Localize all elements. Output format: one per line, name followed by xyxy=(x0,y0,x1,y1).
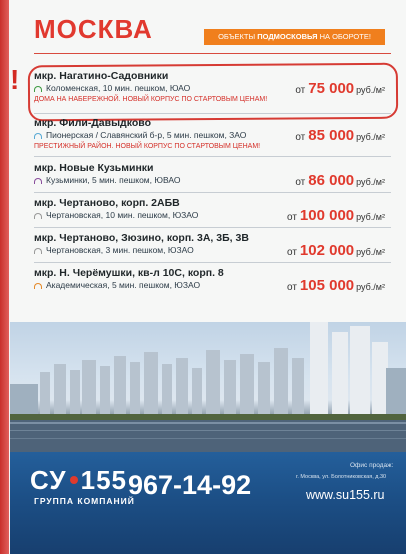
header-rule xyxy=(34,53,391,54)
listing-metro: Чертановская, 3 мин. пешком, ЮЗАО xyxy=(34,245,391,256)
listing-price: от 86 000 руб./м² xyxy=(295,172,385,189)
metro-icon xyxy=(34,247,42,254)
listing-item xyxy=(34,117,391,153)
listing-price: от 105 000 руб./м² xyxy=(286,277,385,294)
listing-metro: Академическая, 5 мин. пешком, ЮЗАО xyxy=(34,280,391,291)
listing-item xyxy=(34,267,391,294)
listing-item xyxy=(34,232,391,259)
listing-title: мкр. Чертаново, корп. 2АБВ xyxy=(34,197,180,209)
footer-band xyxy=(10,452,406,554)
listing-metro: Чертановская, 10 мин. пешком, ЮЗАО xyxy=(34,210,391,221)
listing-note: ПРЕСТИЖНЫЙ РАЙОН. НОВЫЙ КОРПУС ПО СТАРТОВЫМ ЦЕНАМ! xyxy=(34,143,261,150)
divider xyxy=(34,156,391,157)
metro-icon xyxy=(34,132,42,139)
listing-price: от 102 000 руб./м² xyxy=(286,242,385,259)
website-link[interactable]: www.su155.ru xyxy=(306,488,385,502)
listing-price: от 85 000 руб./м² xyxy=(295,127,385,144)
metro-icon xyxy=(34,282,42,289)
listing-metro: Коломенская, 10 мин. пешком, ЮАО xyxy=(34,83,391,94)
divider xyxy=(34,227,391,228)
listing-item xyxy=(34,197,391,224)
listing-metro: Кузьминки, 5 мин. пешком, ЮВАО xyxy=(34,175,391,186)
city-heading: МОСКВА xyxy=(34,14,153,44)
listing-title: мкр. Новые Кузьминки xyxy=(34,162,154,174)
office-label: Офис продаж: xyxy=(350,462,394,469)
red-edge-stripe xyxy=(0,0,9,554)
metro-icon xyxy=(34,177,42,184)
divider xyxy=(34,262,391,263)
listing-title: мкр. Нагатино-Садовники xyxy=(34,70,169,82)
listing-note: ДОМА НА НАБЕРЕЖНОЙ. НОВЫЙ КОРПУС ПО СТАРТОВЫМ ЦЕНАМ! xyxy=(34,96,268,103)
listing-item xyxy=(34,70,391,106)
office-address: г. Москва, ул. Болотниковская, д.30 xyxy=(296,474,387,480)
phone-number: 967-14-92 xyxy=(128,470,252,500)
handwritten-exclamation: ! xyxy=(10,64,20,95)
logo-subtitle: ГРУППА КОМПАНИЙ xyxy=(34,496,135,506)
metro-icon xyxy=(34,85,42,92)
metro-icon xyxy=(34,212,42,219)
logo-dot-icon xyxy=(70,476,78,484)
su155-logo: СУ 155 xyxy=(30,465,127,495)
divider xyxy=(34,113,391,114)
listing-title: мкр. Чертаново, Зюзино, корп. 3А, 3Б, 3В xyxy=(34,232,249,244)
listing-price: от 100 000 руб./м² xyxy=(286,207,385,224)
listing-title: мкр. Фили-Давыдково xyxy=(34,117,151,129)
region-banner: ОБЪЕКТЫ ПОДМОСКОВЬЯ НА ОБОРОТЕ! xyxy=(204,29,385,45)
listing-title: мкр. Н. Черёмушки, кв-л 10С, корп. 8 xyxy=(34,267,224,279)
listing-item xyxy=(34,162,391,189)
listing-metro: Пионерская / Славянский б-р, 5 мин. пешком, ЗАО xyxy=(34,130,391,141)
listing-price: от 75 000 руб./м² xyxy=(295,80,385,97)
city-riverside-photo xyxy=(10,322,406,452)
divider xyxy=(34,192,391,193)
